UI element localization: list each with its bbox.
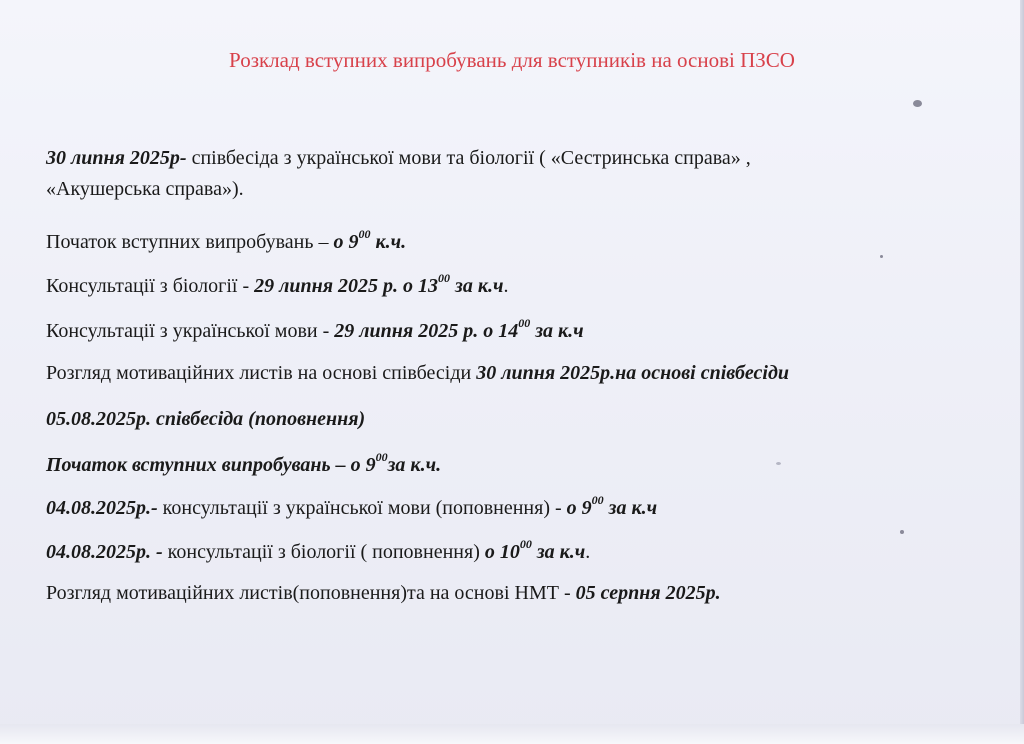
motivation-2-line — [46, 581, 721, 605]
consult-bio-suffix: за к.ч — [450, 275, 504, 297]
consult-bio-2-date: 04.08.2025р. - — [46, 541, 163, 563]
interview-line — [46, 146, 751, 170]
motivation-label: Розгляд мотиваційних листів на основі співбесіди — [46, 362, 477, 384]
page-edge-bottom — [0, 724, 1024, 744]
start-time-sup: 00 — [358, 227, 371, 242]
page-title: Розклад вступних випробувань для вступників на основі ПЗСО — [229, 48, 795, 72]
scan-speck — [900, 530, 904, 534]
start-time-prefix: о 9 — [333, 231, 359, 253]
consult-ukr-2-suffix: за к.ч — [603, 497, 658, 519]
start-time — [333, 227, 407, 253]
start-label: Початок вступних випробувань – — [46, 231, 334, 253]
consult-ukr-2-sup: 00 — [591, 493, 604, 508]
page-edge-right — [1020, 0, 1024, 744]
motivation-line — [46, 361, 789, 385]
motivation-value: 30 липня 2025р.на основі співбесіди — [476, 362, 790, 384]
interview-text: співбесіда з української мови та біології ( «Сестринська справа» , — [186, 147, 751, 169]
consult-ukr-label: Консультації з української мови - — [46, 320, 335, 342]
consult-ukr-2-time — [566, 493, 658, 519]
consult-bio-2-suffix: за к.ч — [531, 541, 586, 563]
consult-bio-2-time-prefix: о 10 — [484, 541, 520, 563]
consult-bio-datetime — [254, 271, 504, 297]
consult-ukr-date: 29 липня 2025 р. о 14 — [334, 320, 519, 342]
interview-specialties: «Акушерська справа»). — [46, 178, 244, 200]
scan-speck — [776, 462, 781, 465]
consult-bio-label: Консультації з біології - — [46, 275, 255, 297]
consult-bio-2-time — [484, 537, 586, 563]
replenish-heading: 05.08.2025р. співбесіда (поповнення) — [46, 408, 366, 430]
consult-ukr-line — [46, 316, 584, 343]
consult-ukr-2-date: 04.08.2025р.- — [46, 497, 158, 519]
interview-date: 30 липня 2025р- — [46, 147, 187, 169]
consult-ukr-2-text: консультації з української мови (поповнення) - — [157, 497, 567, 519]
motivation-2-label: Розгляд мотиваційних листів(поповнення)та на основі НМТ - — [46, 582, 576, 604]
consult-bio-end: . — [503, 275, 509, 297]
consult-bio-2-line — [46, 537, 591, 564]
consult-bio-2-sup: 00 — [519, 537, 532, 552]
consult-ukr-2-time-prefix: о 9 — [566, 497, 592, 519]
start-line — [46, 227, 407, 254]
scan-speck — [913, 100, 922, 107]
motivation-2-value: 05 серпня 2025р. — [575, 582, 721, 604]
consult-bio-line — [46, 271, 509, 298]
consult-bio-date: 29 липня 2025 р. о 13 — [254, 275, 439, 297]
start-time-suffix: к.ч. — [370, 231, 407, 253]
interview-line-2 — [46, 177, 244, 201]
consult-bio-2-text: консультації з біології ( поповнення) — [162, 541, 485, 563]
consult-ukr-suffix: за к.ч — [530, 320, 584, 342]
replenish-start-sup: 00 — [375, 450, 388, 465]
consult-ukr-sup: 00 — [518, 316, 531, 331]
consult-bio-2-end: . — [585, 541, 591, 563]
consult-ukr-2-line — [46, 493, 658, 520]
scan-speck — [880, 255, 883, 258]
replenish-start-suffix: за к.ч. — [387, 454, 442, 476]
consult-ukr-datetime — [334, 316, 584, 342]
replenish-start-prefix: Початок вступних випробувань – о 9 — [46, 454, 376, 476]
replenish-start-line — [46, 450, 442, 477]
consult-bio-sup: 00 — [438, 271, 451, 286]
